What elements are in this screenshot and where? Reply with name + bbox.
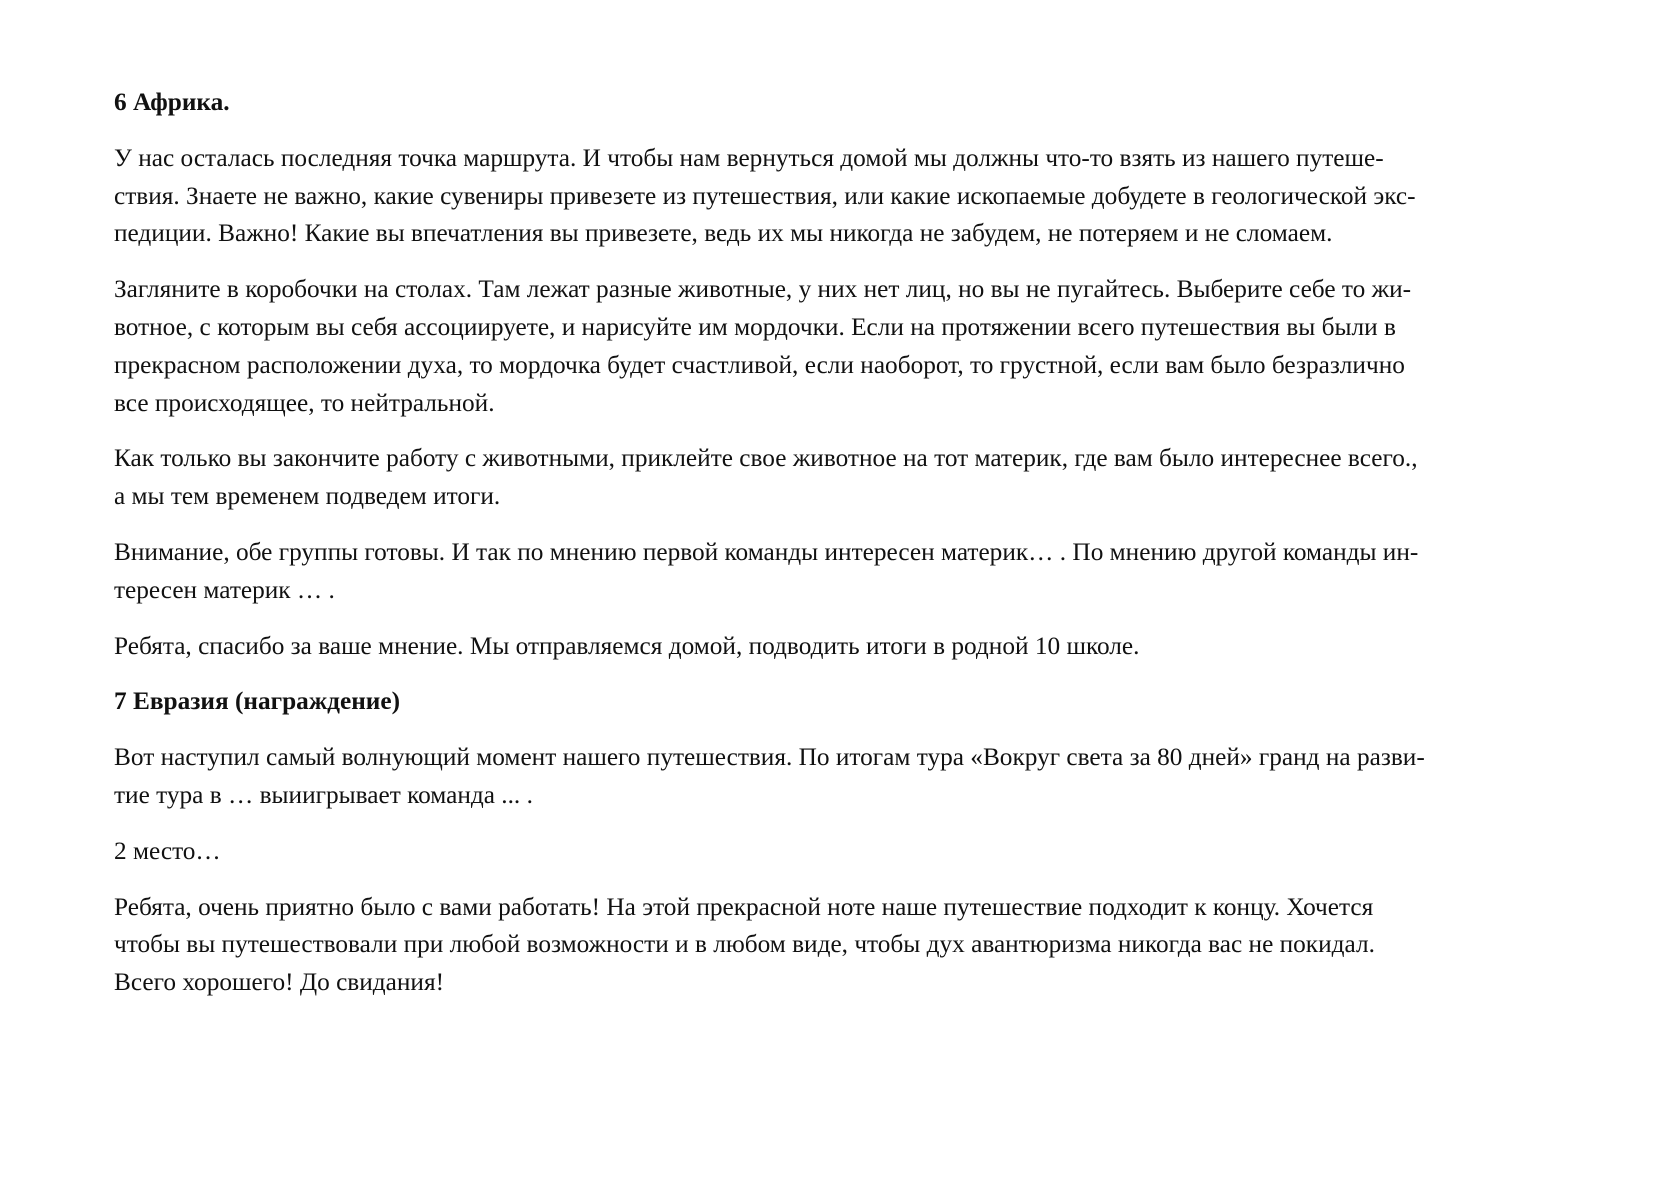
paragraph: Внимание, обе группы готовы. И так по мнению первой команды интересен материк… . По мнению другой команды ин- тересен материк … . [114,537,1419,604]
paragraph: Вот наступил самый волнующий момент нашего путешествия. По итогам тура «Вокруг света за 80 дней» гранд на разви- тие тура в … выиигрывает команда ... . [114,743,1425,809]
paragraph: 2 место… [114,836,221,865]
paragraph: Загляните в коробочки на столах. Там лежат разные животные, у них нет лиц, но вы не пугайтесь. Выберите себе то жи- вотное, с которым вы себя ассоциируете, и нарисуйте им мордочки. Если на протяжении всего путешествия вы были в прекрасном расположении духа, то мордочка будет счастливой, если наоборот, то грустной, если вам было безразлично все происходящее, то нейтральной. [114,275,1412,417]
paragraph: Ребята, очень приятно было с вами работать! На этой прекрасной ноте наше путешествие подходит к концу. Хочется чтобы вы путешествовали при любой возможности и в любом виде, чтобы дух авантюризма никогда вас не покидал. Всего хорошего! До свидания! [114,892,1375,997]
section-heading-africa: 6 Африка. [114,88,230,116]
document-page [114,84,1574,1020]
section-heading-eurasia: 7 Евразия (награждение) [114,687,400,716]
paragraph: У нас осталась последняя точка маршрута. И чтобы нам вернуться домой мы должны что-то взять из нашего путеше- ствия. Знаете не важно, какие сувениры привезете из путешествия, или какие ископаемые добудете в геологической экс- педиции. Важно! Какие вы впечатления вы привезете, ведь их мы никогда не забудем, не потеряем и не сломаем. [114,143,1416,248]
paragraph: Ребята, спасибо за ваше мнение. Мы отправляемся домой, подводить итоги в родной 10 школе. [114,631,1140,660]
paragraph: Как только вы закончите работу с животными, приклейте свое животное на тот материк, где вам было интереснее всего., а мы тем временем подведем итоги. [114,444,1418,511]
